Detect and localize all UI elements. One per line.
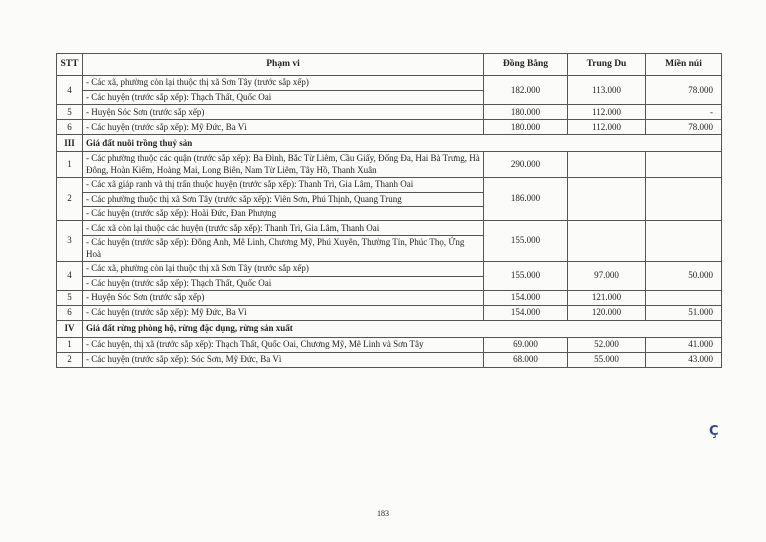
scope-line: - Các huyện (trước sắp xếp): Thạch Thất, Quốc Oai (83, 90, 483, 104)
row-number: 6 (57, 120, 83, 135)
section-row (57, 135, 722, 152)
price-mountain (646, 152, 722, 178)
land-price-table (56, 53, 722, 368)
row-number: 1 (57, 152, 83, 178)
header-scope: Phạm vi (83, 54, 484, 76)
scope-cell (83, 76, 484, 105)
table-row (57, 152, 722, 178)
row-number: 1 (57, 338, 83, 353)
section-roman: III (57, 135, 83, 152)
table-row (57, 338, 722, 353)
price-mountain: 50.000 (646, 261, 722, 290)
price-mountain (646, 177, 722, 221)
scope-line: - Các xã giáp ranh và thị trấn thuộc huyện (trước sắp xếp): Thanh Trì, Gia Lâm, Thanh Oai (86, 179, 414, 190)
price-plain: 186.000 (484, 177, 568, 221)
row-number: 4 (57, 76, 83, 105)
header-midland: Trung Du (568, 54, 646, 76)
price-midland (568, 152, 646, 178)
scope-cell (83, 353, 484, 368)
scope-line: - Các huyện (trước sắp xếp): Sóc Sơn, Mỹ Đức, Ba Vì (86, 354, 282, 365)
price-midland: 52.000 (568, 338, 646, 353)
price-midland: 112.000 (568, 120, 646, 135)
scope-cell (83, 152, 484, 178)
table-row (57, 120, 722, 135)
scope-line: - Huyện Sóc Sơn (trước sắp xếp) (86, 292, 205, 303)
row-number: 5 (57, 105, 83, 120)
price-midland: 112.000 (568, 105, 646, 120)
price-mountain: - (646, 105, 722, 120)
table-row (57, 76, 722, 105)
scope-line: - Các huyện (trước sắp xếp): Mỹ Đức, Ba Vì (86, 307, 247, 318)
price-midland (568, 177, 646, 221)
price-midland: 97.000 (568, 261, 646, 290)
section-title: Giá đất rừng phòng hộ, rừng đặc dụng, rừng sản xuất (83, 321, 722, 338)
table-row (57, 105, 722, 120)
price-plain: 182.000 (484, 76, 568, 105)
scope-line: - Các xã, phường còn lại thuộc thị xã Sơn Tây (trước sắp xếp) (86, 77, 309, 88)
table-row (57, 261, 722, 290)
section-title: Giá đất nuôi trồng thuỷ sản (83, 135, 722, 152)
scope-cell (83, 261, 484, 290)
scope-cell (83, 306, 484, 321)
price-plain: 155.000 (484, 261, 568, 290)
scope-cell (83, 221, 484, 262)
section-roman: IV (57, 321, 83, 338)
section-row (57, 321, 722, 338)
row-number: 5 (57, 291, 83, 306)
price-midland: 120.000 (568, 306, 646, 321)
price-midland: 113.000 (568, 76, 646, 105)
table-row (57, 291, 722, 306)
scope-cell (83, 177, 484, 221)
header-plain: Đồng Bằng (484, 54, 568, 76)
price-mountain: 78.000 (646, 76, 722, 105)
scope-cell (83, 120, 484, 135)
table-row (57, 177, 722, 221)
price-mountain: 51.000 (646, 306, 722, 321)
price-plain: 180.000 (484, 120, 568, 135)
row-number: 6 (57, 306, 83, 321)
table-row (57, 353, 722, 368)
section-4 (57, 321, 722, 338)
price-plain: 154.000 (484, 306, 568, 321)
price-mountain (646, 221, 722, 262)
header-mountain: Miền núi (646, 54, 722, 76)
table-row (57, 306, 722, 321)
scope-line: - Các phường thuộc các quận (trước sắp xếp): Ba Đình, Bắc Từ Liêm, Cầu Giấy, Đống Đa, Hai Bà Trưng, Hà Đông, Hoàn Kiếm, Hoàng Mai, Long Biên, Nam Từ Liêm, Tây Hồ, Thanh Xuân (86, 153, 480, 175)
scope-line: - Các huyện (trước sắp xếp): Mỹ Đức, Ba Vì (86, 121, 247, 132)
price-midland: 55.000 (568, 353, 646, 368)
row-number: 2 (57, 353, 83, 368)
scope-line: - Các phường thuộc thị xã Sơn Tây (trước sắp xếp): Viên Sơn, Phú Thịnh, Quang Trung (83, 192, 483, 206)
table-body-upper (57, 76, 722, 135)
price-plain: 155.000 (484, 221, 568, 262)
price-mountain: 78.000 (646, 120, 722, 135)
header-stt: STT (57, 54, 83, 76)
scope-line: - Các xã, phường còn lại thuộc thị xã Sơn Tây (trước sắp xếp) (86, 263, 309, 274)
row-number: 2 (57, 177, 83, 221)
scope-cell (83, 291, 484, 306)
price-plain: 68.000 (484, 353, 568, 368)
price-plain: 154.000 (484, 291, 568, 306)
scope-cell (83, 338, 484, 353)
scope-line: - Huyện Sóc Sơn (trước sắp xếp) (86, 106, 205, 117)
price-plain: 180.000 (484, 105, 568, 120)
price-mountain: 41.000 (646, 338, 722, 353)
table-body-section-4 (57, 338, 722, 368)
price-midland (568, 221, 646, 262)
section-3 (57, 135, 722, 152)
price-mountain: 43.000 (646, 353, 722, 368)
scope-line: - Các huyện, thị xã (trước sắp xếp): Thạch Thất, Quốc Oai, Chương Mỹ, Mê Linh và Sơn Tây (86, 339, 424, 350)
page-number: 183 (377, 509, 389, 518)
row-number: 3 (57, 221, 83, 262)
scope-line: - Các xã còn lại thuộc các huyện (trước sắp xếp): Thanh Trì, Gia Lâm, Thanh Oai (86, 222, 380, 233)
price-mountain (646, 291, 722, 306)
price-midland: 121.000 (568, 291, 646, 306)
price-plain: 69.000 (484, 338, 568, 353)
scope-line: - Các huyện (trước sắp xếp): Hoài Đức, Đan Phượng (83, 206, 483, 220)
handwritten-initial-mark: Ç (709, 424, 719, 439)
row-number: 4 (57, 261, 83, 290)
table-header-row (57, 54, 722, 76)
scope-line: - Các huyện (trước sắp xếp): Thạch Thất, Quốc Oai (83, 276, 483, 290)
table-row (57, 221, 722, 262)
table-body-section-3 (57, 152, 722, 321)
scope-cell (83, 105, 484, 120)
price-plain: 290.000 (484, 152, 568, 178)
scope-line: - Các huyện (trước sắp xếp): Đông Anh, Mê Linh, Chương Mỹ, Phú Xuyên, Thường Tín, Phúc Thọ, Ứng Hoà (83, 235, 483, 261)
